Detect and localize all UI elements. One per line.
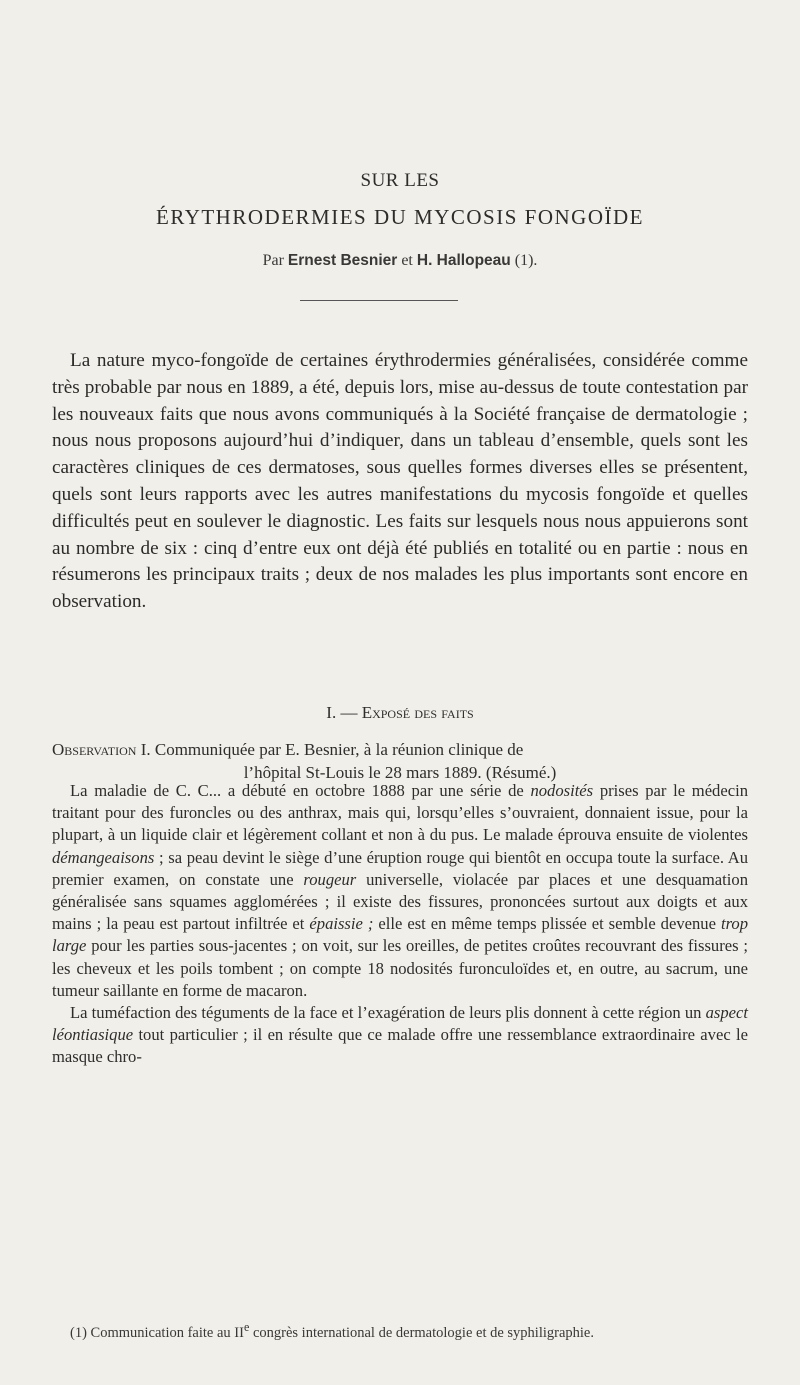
- section-heading: [0, 703, 800, 723]
- title-divider: [300, 300, 458, 301]
- footnote-text: [52, 1318, 748, 1343]
- italic-term: nodosités: [530, 781, 594, 800]
- observation-line-1: [52, 739, 748, 762]
- author-1: Ernest Besnier: [287, 252, 398, 269]
- footnote-text-a: (1) Communication faite au II: [70, 1324, 244, 1341]
- italic-term: trop large: [52, 914, 748, 956]
- footnote: [52, 1318, 748, 1343]
- title-line-1: SUR LES: [360, 170, 440, 191]
- article-title: ÉRYTHRODERMIES DU MYCOSIS FONGOÏDE: [156, 205, 644, 229]
- byline-join: et: [397, 252, 417, 269]
- body-paragraph-1: [52, 780, 748, 1002]
- body-text: ; sa peau devint le siège d’une éruption rouge qui bientôt en occupa toute la surface. Au premier examen, on constate une: [52, 847, 748, 889]
- footnote-text-b: congrès international de dermatologie et de syphiligraphie.: [249, 1324, 594, 1341]
- observation-label: Observation: [52, 740, 137, 759]
- observation-heading: [52, 739, 748, 784]
- observation-line-1-text: I. Communiquée par E. Besnier, à la réunion clinique de: [136, 740, 524, 759]
- body-text: tout particulier ; il en résulte que ce malade offre une ressemblance extraordinaire avec le masque chro-: [52, 1025, 748, 1067]
- body-text: elle est en même temps plissée et semble devenue: [373, 914, 721, 934]
- body-paragraph-2: [52, 1002, 748, 1069]
- intro-paragraph: La nature myco-fongoïde de certaines érythrodermies généralisées, considérée comme très probable par nous en 1889, a été, depuis lors, mise au-dessus de toute contestation par les nouveaux faits que nous avons communiqués à la Société française de dermatologie ; nous nous proposons aujourd’hui d’indiquer, dans un tableau d’ensemble, quels sont les caractères cliniques de ces dermatoses, sous quelles formes diverses elles se présentent, quels sont leurs rapports avec les autres manifestations du mycosis fongoïde et quelles difficultés peut en soulever le diagnostic. Les faits sur lesquels nous nous appuierons sont au nombre de six : cinq d’entre eux ont déjà été publiés en totalité ou en partie : nous en résumerons les principaux traits ; deux de nos malades les plus importants sont encore en observation.: [52, 350, 748, 613]
- italic-term: rougeur: [303, 869, 357, 889]
- italic-term: épaissie ;: [309, 914, 374, 934]
- observation-line-2: l’hôpital St-Louis le 28 mars 1889. (Résumé.): [243, 762, 557, 782]
- byline: [0, 252, 800, 270]
- footnote-superscript: e: [243, 1320, 250, 1334]
- observation-body: [52, 780, 748, 1069]
- body-text: universelle, violacée par places et une desquamation généralisée sans squames agglomérées ; il existe des fissures, prononcées surtout aux doigts et aux mains ; la peau est partout infiltrée et: [52, 869, 748, 934]
- intro-section: [52, 348, 748, 616]
- author-2: H. Hallopeau: [416, 252, 511, 269]
- byline-prefix: Par: [262, 252, 288, 269]
- body-text: prises par le médecin traitant pour des furoncles ou des anthrax, mais qui, lorsqu’elles s’ouvraient, donnaient issue, pour la plupart, à un liquide clair et légèrement collant et non à du pus. Le malade éprouva ensuite de violentes: [52, 781, 748, 845]
- body-text: pour les parties sous-jacentes ; on voit, sur les oreilles, de petites croûtes recouvrant des fissures ; les cheveux et les poils tombent ; on compte 18 nodosités furonculoïdes et, en outre, au sacrum, une tumeur saillante en forme de macaron.: [52, 936, 748, 1000]
- section-number: I. —: [326, 703, 362, 722]
- body-text: La tuméfaction des téguments de la face et l’exagération de leurs plis donnent à cette région un: [70, 1003, 706, 1023]
- section-title: Exposé des faits: [361, 703, 474, 722]
- footnote-ref: (1).: [510, 252, 538, 269]
- italic-term: aspect léontiasique: [52, 1003, 748, 1045]
- italic-term: démangeaisons: [52, 847, 155, 867]
- body-text: La maladie de C. C... a débuté en octobre 1888 par une série de: [70, 781, 531, 800]
